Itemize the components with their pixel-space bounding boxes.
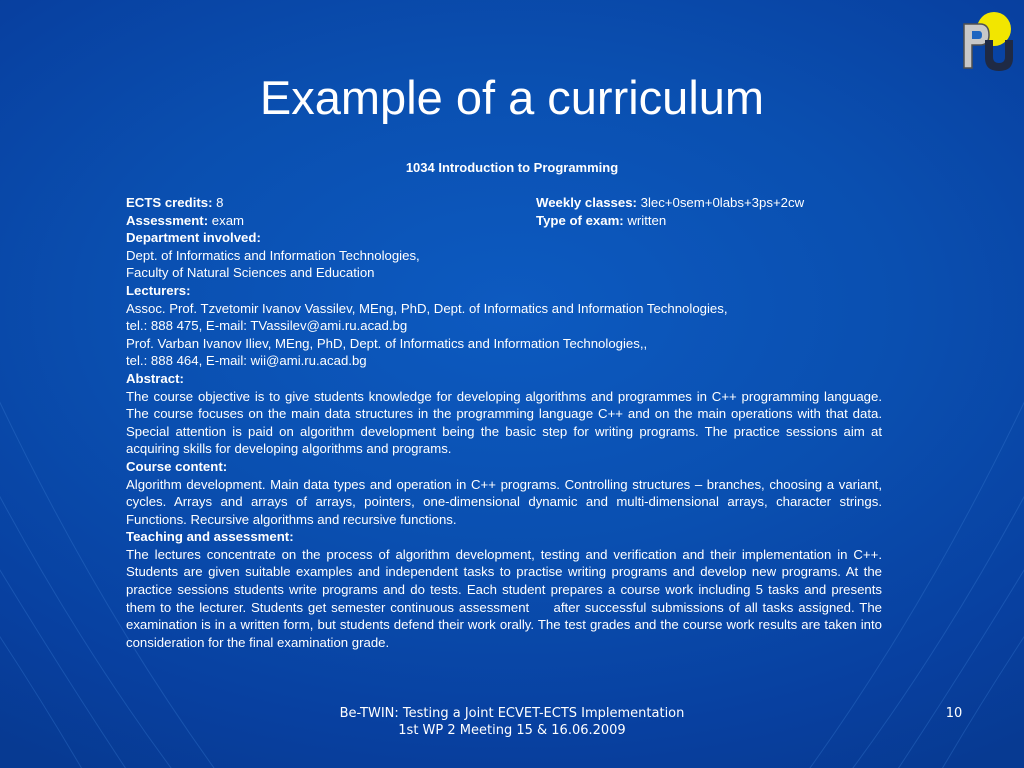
assessment-value: exam — [211, 212, 245, 228]
lecturer-line: tel.: 888 475, E-mail: TVassilev@ami.ru.acad.bg — [126, 318, 408, 334]
page-number: 10 — [945, 706, 963, 721]
department-label: Department involved: — [126, 230, 261, 246]
footer — [212, 705, 812, 739]
teaching-text: The lectures concentrate on the process of algorithm development, testing and verification and their implementation in C++. Students are given suitable examples and independent tasks to practise writing programs and develop new programs. At the practice sessions students write programs and do tests. Each student prepares a course work including 5 tasks and presents them to the lecturer. Students get semester continuous assessment after successful submissions of all tasks assigned. The examination is in a written form, but students defend their work orally. The test grades and the course work results are taken into consideration for the final examination grade. — [126, 546, 882, 650]
lecturer-line: Assoc. Prof. Tzvetomir Ivanov Vassilev, MEng, PhD, Dept. of Informatics and Information Technologies, — [126, 300, 728, 316]
abstract-label: Abstract: — [126, 370, 184, 386]
ects-label: ECTS credits: — [126, 195, 213, 210]
teaching-label: Teaching and assessment: — [126, 529, 294, 545]
university-logo-icon — [958, 10, 1016, 72]
footer-line-1: Be-TWIN: Testing a Joint ECVET-ECTS Implementation — [339, 706, 685, 721]
footer-line-2: 1st WP 2 Meeting 15 & 16.06.2009 — [398, 723, 626, 738]
curriculum-body — [126, 194, 882, 651]
course-title: 1034 Introduction to Programming — [405, 160, 619, 175]
lecturer-line: Prof. Varban Ivanov Iliev, MEng, PhD, Dept. of Informatics and Information Technologies,, — [126, 335, 648, 351]
assessment-row — [126, 212, 882, 230]
course-content-label: Course content: — [126, 458, 228, 474]
weekly-value: 3lec+0sem+0labs+3ps+2cw — [640, 195, 805, 210]
assessment-label: Assessment: — [126, 212, 209, 228]
course-content-text: Algorithm development. Main data types and operation in C++ programs. Controlling structures – branches, choosing a variant, cycles. Arrays and arrays of arrays, pointers, one-dimensional dynamic and multi-dimensional arrays, character strings. Functions. Recursive algorithms and recursive functions. — [126, 476, 882, 527]
exam-type-label: Type of exam: — [536, 212, 624, 228]
abstract-text: The course objective is to give students knowledge for developing algorithms and programmes in C++ programming language. The course focuses on the main data structures in the programming language C++ and on the main operations with that data. Special attention is paid on algorithm development being the basic step for writing programs. The practice sessions aim at acquiring skills for developing algorithms and programs. — [126, 388, 882, 457]
department-line: Dept. of Informatics and Information Technologies, — [126, 247, 420, 263]
ects-value: 8 — [216, 195, 224, 210]
department-line: Faculty of Natural Sciences and Education — [126, 265, 375, 281]
lecturer-line: tel.: 888 464, E-mail: wii@ami.ru.acad.bg — [126, 353, 367, 369]
lecturers-label: Lecturers: — [126, 282, 191, 298]
weekly-label: Weekly classes: — [536, 195, 637, 210]
credits-row — [126, 194, 882, 212]
exam-type-value: written — [627, 212, 667, 228]
slide-title: Example of a curriculum — [259, 71, 765, 124]
